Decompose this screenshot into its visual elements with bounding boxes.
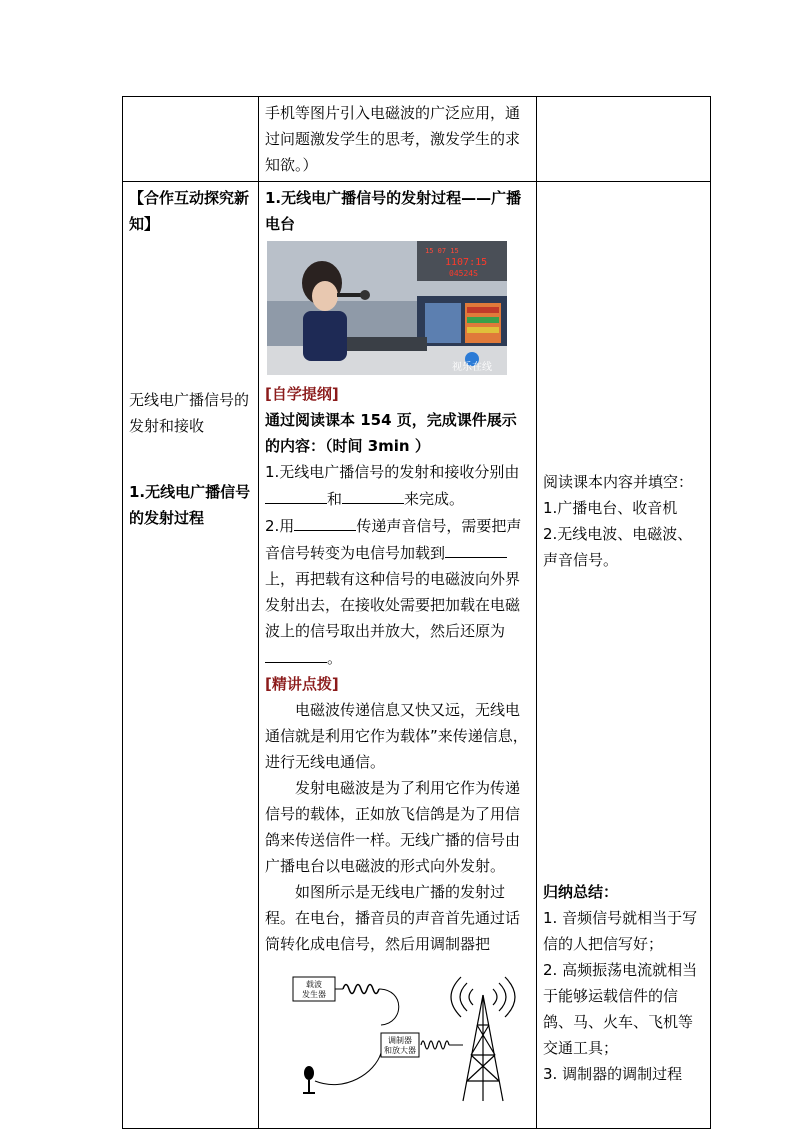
table-cell bbox=[259, 97, 537, 182]
clock-display: 1107:15 bbox=[445, 257, 488, 268]
table-row bbox=[123, 182, 711, 1129]
diagram-label: 和放大器 bbox=[384, 1046, 416, 1055]
summary-title: 归纳总结： bbox=[543, 883, 619, 901]
answers-title: 阅读课本内容并填空： bbox=[543, 473, 694, 491]
stage-cell bbox=[123, 182, 259, 1129]
self-study-label: [自学提纲] bbox=[265, 385, 339, 403]
answer-item: 1.广播电台、收音机 bbox=[543, 499, 678, 517]
question-2: 2.用 传递声音信号，需要把声音信号转变为电信号加载到上，再把载有这种信号的电磁波向外界发射出去，在接收处需要把加载在电磁波上的信号取出并放大，然后还原为。 bbox=[265, 512, 530, 671]
diagram-label: 发生器 bbox=[302, 990, 326, 999]
answer-blank[interactable] bbox=[445, 539, 507, 558]
broadcast-studio-photo bbox=[267, 241, 507, 375]
transmission-diagram bbox=[285, 963, 535, 1103]
question-1: 1.无线电广播信号的发射和接收分别由和 来完成。 bbox=[265, 463, 520, 508]
lecture-paragraph: 如图所示是无线电广播的发射过程。在电台，播音员的声音首先通过话筒转化成电信号，然后用调制器把 bbox=[265, 883, 521, 953]
self-study-intro: 通过阅读课本 154 页，完成课件展示的内容：（时间 3min ） bbox=[265, 411, 517, 455]
section-heading: 1.无线电广播信号的发射过程——广播电台 bbox=[265, 189, 522, 233]
answer-blank[interactable] bbox=[342, 485, 404, 504]
lesson-table bbox=[122, 96, 711, 1129]
summary-item: 3. 调制器的调制过程 bbox=[543, 1065, 683, 1083]
lecture-paragraph: 发射电磁波是为了利用它作为传递信号的载体，正如放飞信鸽是为了用信鸽来传送信件一样。无线广播的信号由广播电台以电磁波的形式向外发射。 bbox=[265, 779, 521, 875]
answer-item: 2.无线电波、电磁波、声音信号。 bbox=[543, 525, 693, 569]
tower-icon bbox=[451, 977, 515, 1101]
subtopic-label: 1.无线电广播信号的发射过程 bbox=[129, 483, 251, 527]
table-row bbox=[123, 97, 711, 182]
notes-cell bbox=[537, 182, 711, 1129]
content-cell bbox=[259, 182, 537, 1129]
answer-blank[interactable] bbox=[265, 485, 327, 504]
answer-blank[interactable] bbox=[294, 512, 356, 531]
diagram-label: 载波 bbox=[306, 980, 322, 989]
clock-display: 04524S bbox=[449, 269, 478, 278]
answer-blank[interactable] bbox=[265, 644, 327, 663]
summary-item: 2. 高频振荡电流就相当于能够运载信件的信鸽、马、火车、飞机等交通工具； bbox=[543, 961, 698, 1057]
intro-text: 手机等图片引入电磁波的广泛应用，通过问题激发学生的思考，激发学生的求知欲。） bbox=[265, 104, 521, 174]
topic-label: 无线电广播信号的发射和接收 bbox=[129, 391, 250, 435]
table-cell bbox=[123, 97, 259, 182]
photo-watermark: 视乐在线 bbox=[452, 362, 492, 373]
stage-label: 【合作互动探究新知】 bbox=[129, 189, 250, 233]
diagram-label: 调制器 bbox=[388, 1036, 412, 1045]
lecture-label: [精讲点拨] bbox=[265, 675, 339, 693]
lecture-paragraph: 电磁波传递信息又快又远，无线电通信就是利用它作为载体”来传递信息，进行无线电通信。 bbox=[265, 701, 528, 771]
clock-display: 15 07 15 bbox=[425, 247, 459, 255]
table-cell bbox=[537, 97, 711, 182]
summary-item: 1. 音频信号就相当于写信的人把信写好； bbox=[543, 909, 698, 953]
